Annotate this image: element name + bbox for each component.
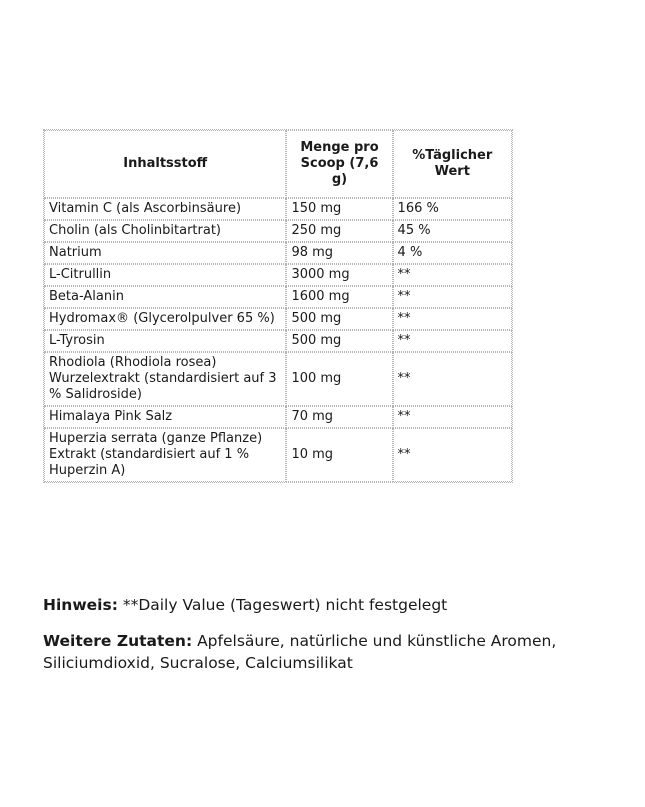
other-ingredients-text: Apfelsäure, natürliche und künstliche Aromen, Siliciumdioxid, Sucralose, Calciumsilikat (43, 632, 557, 672)
table-header (44, 130, 512, 198)
amount-cell: 3000 mg (286, 264, 392, 286)
table-row (44, 264, 512, 286)
table-row (44, 330, 512, 352)
daily-value-cell: ** (393, 406, 512, 428)
ingredient-cell: Himalaya Pink Salz (44, 406, 286, 428)
ingredient-cell: Beta-Alanin (44, 286, 286, 308)
note-text: **Daily Value (Tageswert) nicht festgelegt (117, 596, 448, 614)
ingredient-cell: Cholin (als Cholinbitartrat) (44, 220, 286, 242)
amount-cell: 150 mg (286, 198, 392, 220)
header-ingredient: Inhaltsstoff (44, 130, 286, 198)
note-label: Hinweis: (43, 596, 118, 614)
ingredient-cell: L-Tyrosin (44, 330, 286, 352)
ingredient-cell: L-Citrullin (44, 264, 286, 286)
ingredient-cell: Vitamin C (als Ascorbinsäure) (44, 198, 286, 220)
other-ingredients-label: Weitere Zutaten: (43, 632, 193, 650)
daily-value-cell: ** (393, 330, 512, 352)
daily-value-cell: ** (393, 308, 512, 330)
amount-cell: 500 mg (286, 330, 392, 352)
amount-cell: 98 mg (286, 242, 392, 264)
daily-value-cell: ** (393, 286, 512, 308)
header-daily-value: %Täglicher Wert (393, 130, 512, 198)
table-row (44, 198, 512, 220)
ingredient-cell: Natrium (44, 242, 286, 264)
note-daily-value (43, 594, 633, 616)
daily-value-cell: 166 % (393, 198, 512, 220)
note-other-ingredients (43, 630, 633, 674)
ingredient-cell: Hydromax® (Glycerolpulver 65 %) (44, 308, 286, 330)
table-row (44, 406, 512, 428)
table-row (44, 242, 512, 264)
daily-value-cell: ** (393, 352, 512, 406)
daily-value-cell: 4 % (393, 242, 512, 264)
table-body (44, 198, 512, 482)
amount-cell: 100 mg (286, 352, 392, 406)
ingredient-cell: Rhodiola (Rhodiola rosea) Wurzelextrakt (standardisiert auf 3 % Salidroside) (44, 352, 286, 406)
table-row (44, 352, 512, 406)
nutrition-facts-table (43, 129, 513, 483)
header-row (44, 130, 512, 198)
amount-cell: 1600 mg (286, 286, 392, 308)
daily-value-cell: ** (393, 428, 512, 482)
amount-cell: 250 mg (286, 220, 392, 242)
amount-cell: 500 mg (286, 308, 392, 330)
table-row (44, 286, 512, 308)
table-row (44, 308, 512, 330)
table-row (44, 428, 512, 482)
daily-value-cell: ** (393, 264, 512, 286)
header-amount: Menge pro Scoop (7,6 g) (286, 130, 392, 198)
daily-value-cell: 45 % (393, 220, 512, 242)
amount-cell: 10 mg (286, 428, 392, 482)
amount-cell: 70 mg (286, 406, 392, 428)
ingredient-cell: Huperzia serrata (ganze Pflanze) Extrakt (standardisiert auf 1 % Huperzin A) (44, 428, 286, 482)
table-row (44, 220, 512, 242)
